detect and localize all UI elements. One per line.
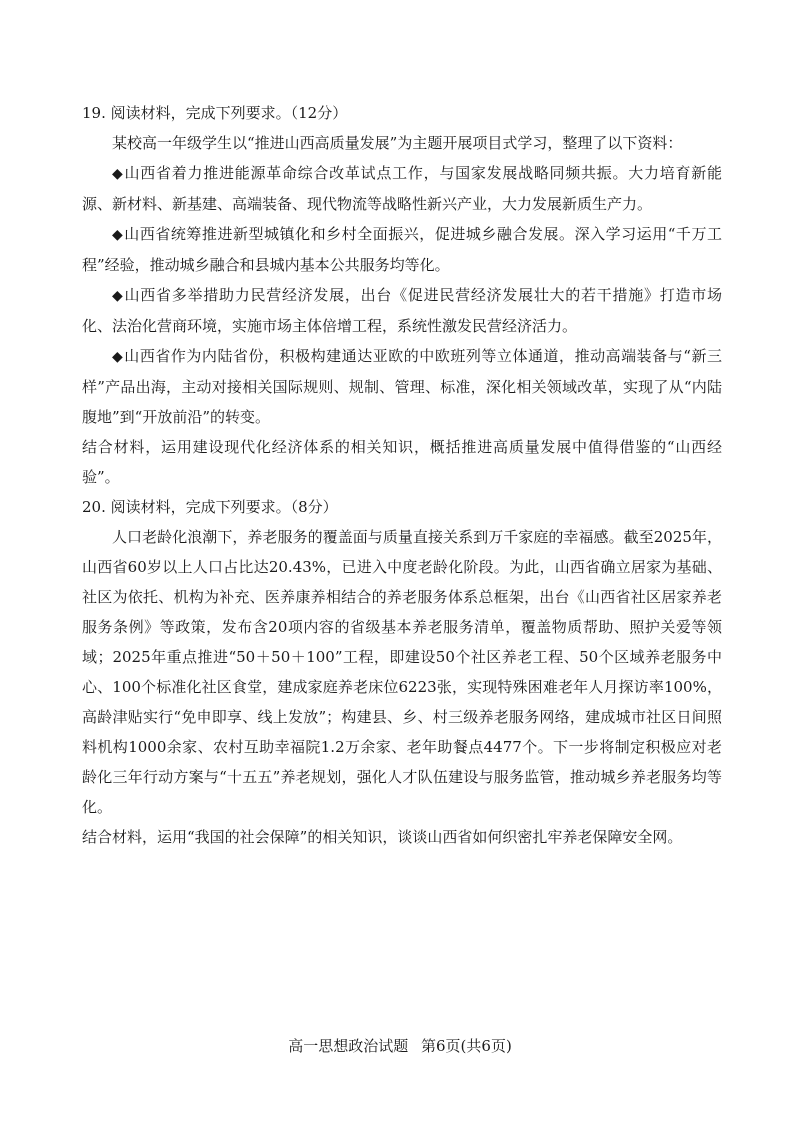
material-item-2	[82, 219, 722, 280]
diamond-bullet-icon: ◆	[112, 227, 124, 243]
page-footer	[0, 1036, 800, 1056]
material-item-4	[82, 341, 722, 432]
question-20-material: 人口老龄化浪潮下，养老服务的覆盖面与质量直接关系到万千家庭的幸福感。截至2025年，山西省60岁以上人口占比达20.43%，已进入中度老龄化阶段。为此，山西省确立居家为基础、社区为依托、机构为补充、医养康养相结合的养老服务体系总框架，出台《山西省社区居家养老服务条例》等政策，发布含20项内容的省级基本养老服务清单，覆盖物质帮助、照护关爱等领域；2025年重点推进“50＋50＋100”工程，即建设50个社区养老工程、50个区域养老服务中心、100个标准化社区食堂，建成家庭养老床位6223张，实现特殊困难老年人月探访率100%，高龄津贴实行“免申即享、线上发放”；构建县、乡、村三级养老服务网络，建成城市社区日间照料机构1000余家、农村互助幸福院1.2万余家、老年助餐点4477个。下一步将制定积极应对老龄化三年行动方案与“十五五”养老规划，强化人才队伍建设与服务监管，推动城乡养老服务均等化。	[82, 528, 722, 816]
question-20-task: 结合材料，运用“我国的社会保障”的相关知识，谈谈山西省如何织密扎牢养老保障安全网。	[82, 828, 683, 846]
material-item-text: 山西省统筹推进新型城镇化和乡村全面振兴，促进城乡融合发展。深入学习运用“千万工程”经验，推动城乡融合和县城内基本公共服务均等化。	[82, 225, 722, 274]
material-item-3	[82, 280, 722, 341]
question-19	[82, 98, 722, 492]
question-20	[82, 492, 722, 852]
diamond-bullet-icon: ◆	[112, 349, 124, 365]
footer-page-number: 第6页(共6页)	[421, 1037, 512, 1055]
diamond-bullet-icon: ◆	[112, 166, 124, 182]
question-20-heading: 20. 阅读材料，完成下列要求。（8分）	[82, 498, 338, 516]
page-content	[82, 98, 722, 852]
material-item-text: 山西省作为内陆省份，积极构建通达亚欧的中欧班列等立体通道，推动高端装备与“新三样”产品出海，主动对接相关国际规则、规制、管理、标准，深化相关领域改革，实现了从“内陆腹地”到“开放前沿”的转变。	[82, 347, 722, 426]
material-item-text: 山西省着力推进能源革命综合改革试点工作，与国家发展战略同频共振。大力培育新能源、新材料、新基建、高端装备、现代物流等战略性新兴产业，大力发展新质生产力。	[82, 164, 722, 213]
footer-subject: 高一思想政治试题	[288, 1037, 409, 1055]
question-19-heading: 19. 阅读材料，完成下列要求。（12分）	[82, 104, 348, 122]
material-item-text: 山西省多举措助力民营经济发展，出台《促进民营经济发展壮大的若干措施》打造市场化、法治化营商环境，实施市场主体倍增工程，系统性激发民营经济活力。	[82, 286, 722, 335]
material-item-1	[82, 158, 722, 219]
question-19-intro: 某校高一年级学生以“推进山西高质量发展”为主题开展项目式学习，整理了以下资料：	[112, 134, 683, 152]
question-19-task: 结合材料，运用建设现代化经济体系的相关知识，概括推进高质量发展中值得借鉴的“山西经验”。	[82, 438, 722, 486]
diamond-bullet-icon: ◆	[112, 288, 124, 304]
